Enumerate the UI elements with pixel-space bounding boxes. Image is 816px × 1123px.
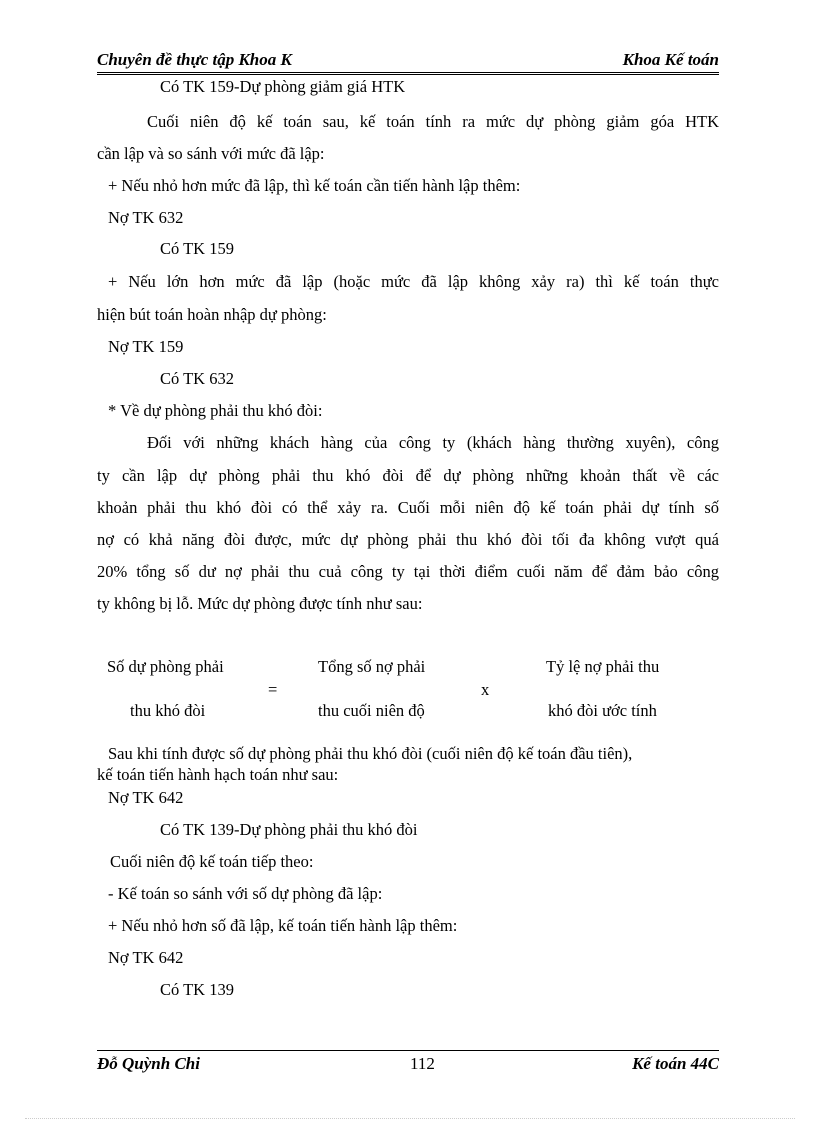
- text-line: Có TK 139-Dự phòng phải thu khó đòi: [160, 820, 418, 839]
- text-line: + Nếu lớn hơn mức đã lập (hoặc mức đã lập không xảy ra) thì kế toán thực: [108, 272, 719, 291]
- formula-mid-top: Tổng số nợ phải: [318, 657, 426, 676]
- text-line: Nợ TK 642: [108, 948, 184, 967]
- text-line: ty cần lập dự phòng phải thu khó đòi để dự phòng những khoản thất về các: [97, 466, 719, 485]
- formula-left-bottom: thu khó đòi: [130, 701, 206, 720]
- text-line: Cuối niên độ kế toán sau, kế toán tính ra mức dự phòng giảm góa HTK: [147, 112, 719, 131]
- text-line: Đối với những khách hàng của công ty (khách hàng thường xuyên), công: [147, 433, 719, 452]
- formula-times: x: [481, 680, 490, 699]
- text-line: Nợ TK 632: [108, 208, 184, 227]
- text-line: nợ có khả năng đòi được, mức dự phòng phải thu khó đòi tối đa không vượt quá: [97, 530, 719, 549]
- header-right: Khoa Kế toán: [622, 50, 719, 69]
- text-line: - Kế toán so sánh với số dự phòng đã lập:: [108, 884, 383, 903]
- text-line: Có TK 159-Dự phòng giảm giá HTK: [160, 77, 406, 96]
- text-line: Có TK 159: [160, 239, 234, 258]
- page-header: [97, 50, 719, 75]
- text-line: ty không bị lỗ. Mức dự phòng được tính như sau:: [97, 594, 423, 613]
- footer-author: Đỗ Quỳnh Chi: [97, 1054, 200, 1073]
- text-line: khoản phải thu khó đòi có thể xảy ra. Cuối mỗi niên độ kế toán phải dự tính số: [97, 498, 719, 517]
- text-line: cần lập và so sánh với mức đã lập:: [97, 144, 325, 163]
- footer-class: Kế toán 44C: [632, 1054, 719, 1073]
- page-number: 112: [410, 1054, 435, 1073]
- formula-right-bottom: khó đòi ước tính: [548, 701, 657, 720]
- page-edge-dots: [25, 1118, 795, 1119]
- text-line: + Nếu nhỏ hơn số đã lập, kế toán tiến hành lập thêm:: [108, 916, 458, 935]
- text-line: Sau khi tính được số dự phòng phải thu khó đòi (cuối niên độ kế toán đầu tiên),: [108, 744, 633, 763]
- formula-mid-bottom: thu cuối niên độ: [318, 701, 425, 720]
- text-line: * Về dự phòng phải thu khó đòi:: [108, 401, 323, 420]
- text-line: 20% tổng số dư nợ phải thu cuả công ty tại thời điểm cuối năm để đảm bảo công: [97, 562, 719, 581]
- text-line: hiện bút toán hoàn nhập dự phòng:: [97, 305, 327, 324]
- text-line: Nợ TK 642: [108, 788, 184, 807]
- text-line: kế toán tiến hành hạch toán như sau:: [97, 765, 339, 784]
- text-line: Cuối niên độ kế toán tiếp theo:: [110, 852, 314, 871]
- text-line: + Nếu nhỏ hơn mức đã lập, thì kế toán cần tiến hành lập thêm:: [108, 176, 521, 195]
- text-line: Có TK 139: [160, 980, 234, 999]
- formula-equals: =: [268, 680, 278, 699]
- formula-left-top: Số dự phòng phải: [107, 657, 224, 676]
- text-line: Có TK 632: [160, 369, 234, 388]
- footer-rule: [97, 1050, 719, 1051]
- text-line: Nợ TK 159: [108, 337, 184, 356]
- formula-right-top: Tỷ lệ nợ phải thu: [546, 657, 660, 676]
- header-left: Chuyên đề thực tập Khoa K: [97, 50, 292, 69]
